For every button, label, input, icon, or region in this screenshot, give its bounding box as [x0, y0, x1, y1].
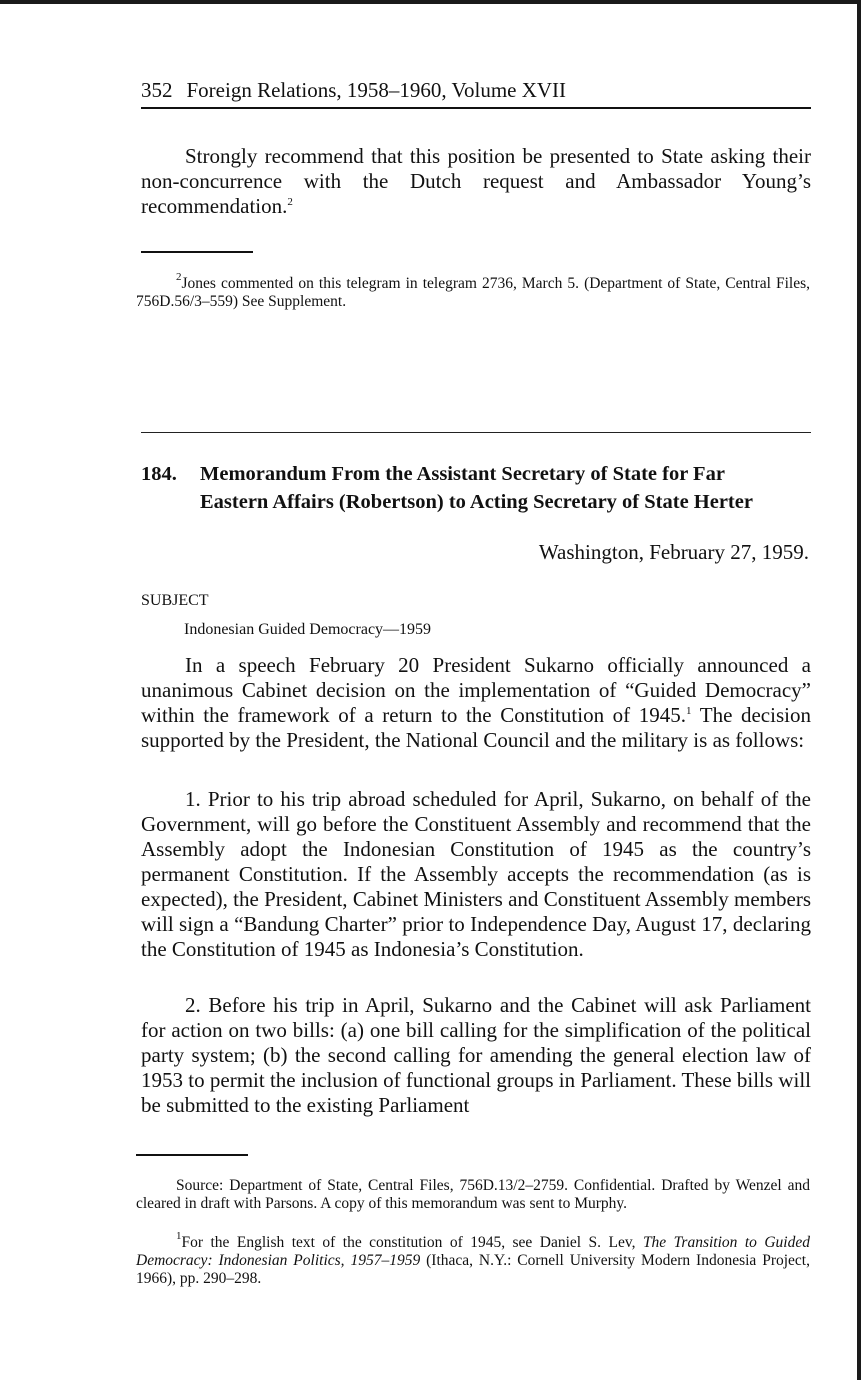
book-title: Foreign Relations, 1958–1960, Volume XVII: [186, 78, 567, 102]
prev-doc-text: Strongly recommend that this position be presented to State asking their non-concurrence with the Dutch request and Ambassador Young’s recommendation.: [141, 144, 811, 218]
body-paragraph-1-text-b: The decision supported by the President, the National Council and the military is as follows:: [141, 703, 811, 752]
scan-border-top: [0, 0, 861, 4]
footnote-ref-1: 1: [686, 705, 692, 717]
page-number: 352: [141, 78, 173, 102]
body-paragraph-1: [141, 653, 811, 753]
document-number: 184.: [141, 463, 177, 485]
footnote-2: [136, 271, 810, 311]
footnote-1: [136, 1230, 810, 1288]
footnote-1-text-pre: For the English text of the constitution of 1945, see Daniel S. Lev,: [181, 1234, 643, 1251]
body-paragraph-2: 1. Prior to his trip abroad scheduled for April, Sukarno, on behalf of the Government, will go before the Constituent Assembly and recommend that the Assembly adopt the Indonesian Constitution of 1945 as the country’s permanent Constitution. If the Assembly accepts the recommendation (as is expected), the President, Cabinet Ministers and Constituent Assembly members will sign a “Bandung Charter” prior to Independence Day, August 17, declaring the Constitution of 1945 as Indonesia’s Constitution.: [141, 787, 811, 961]
subject-label: SUBJECT: [141, 592, 209, 609]
header-rule: [141, 107, 811, 109]
scan-border-right: [857, 0, 861, 1380]
footnote-2-text: Jones commented on this telegram in telegram 2736, March 5. (Department of State, Central Files, 756D.56/3–559) See Supplement.: [136, 275, 810, 310]
document-title-line-2: Eastern Affairs (Robertson) to Acting Secretary of State Herter: [200, 491, 753, 513]
footnote-1-book-title: The Transition to Guided Democracy: Indonesian Politics, 1957–1959: [136, 1234, 810, 1269]
footnote-1-marker: 1: [176, 1230, 182, 1242]
footnote-ref-2: 2: [287, 196, 293, 208]
prev-doc-paragraph: [141, 144, 811, 219]
footnote-1-text-post: (Ithaca, N.Y.: Cornell University Modern Indonesia Project, 1966), pp. 290–298.: [136, 1252, 810, 1287]
body-paragraph-1-text-a: In a speech February 20 President Sukarno officially announced a unanimous Cabinet decision on the implementation of “Guided Democracy” within the framework of a return to the Constitution of 1945.: [141, 653, 811, 727]
body-paragraph-3: 2. Before his trip in April, Sukarno and the Cabinet will ask Parliament for action on two bills: (a) one bill calling for the simplification of the political party system; (b) the second calling for amending the general election law of 1953 to permit the inclusion of functional groups in Parliament. These bills will be submitted to the existing Parliament: [141, 993, 811, 1117]
document-title: [141, 460, 813, 516]
running-header: [141, 76, 811, 104]
source-note-separator: [136, 1154, 248, 1156]
document-separator: [141, 432, 811, 433]
subject-text: Indonesian Guided Democracy—1959: [184, 621, 432, 638]
footnote-2-marker: 2: [176, 271, 182, 283]
source-note: Source: Department of State, Central Files, 756D.13/2–2759. Confidential. Drafted by Wenzel and cleared in draft with Parsons. A copy of this memorandum was sent to Murphy.: [136, 1177, 810, 1212]
dateline: Washington, February 27, 1959.: [538, 540, 809, 564]
footnote-separator: [141, 251, 253, 253]
document-title-line-1: Memorandum From the Assistant Secretary of State for Far: [200, 463, 725, 485]
